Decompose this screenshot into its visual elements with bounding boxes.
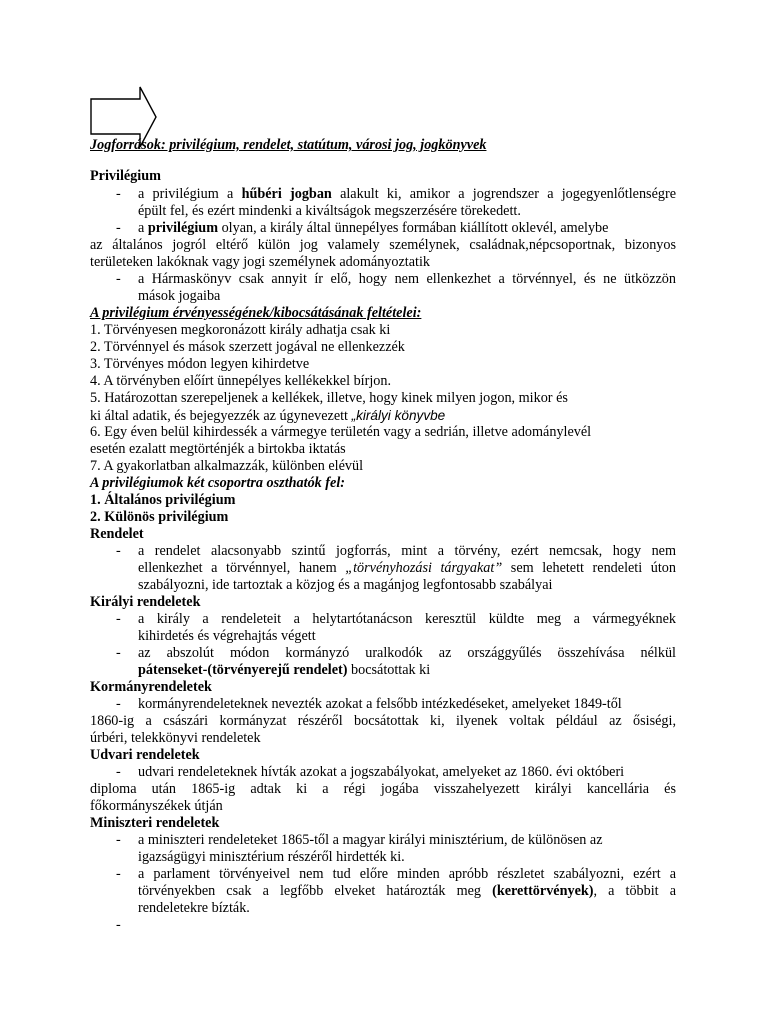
numbered-item: 1. Törvényesen megkoronázott király adhatja csak ki bbox=[90, 322, 391, 338]
group-item: 2. Különös privilégium bbox=[90, 509, 229, 525]
section-title-miniszteri: Miniszteri rendeletek bbox=[90, 815, 220, 831]
bullet-dash: - bbox=[116, 917, 121, 933]
bullet-dash: - bbox=[116, 543, 121, 559]
paragraph-line: főkormányszékek útján bbox=[90, 798, 223, 814]
numbered-item: 7. A gyakorlatban alkalmazzák, különben elévül bbox=[90, 458, 364, 474]
list-item-continuation: igazságügyi minisztérium részéről hirdették ki. bbox=[138, 849, 405, 865]
bullet-dash: - bbox=[116, 645, 121, 661]
numbered-item: 5. Határozottan szerepeljenek a kellékek, illetve, hogy kinek milyen jogon, mikor és bbox=[90, 390, 568, 406]
list-item: a privilégium a hűbéri jogban alakult ki, amikor a jogrendszer a jogegyenlőtlenségre bbox=[138, 186, 676, 202]
numbered-item: 3. Törvényes módon legyen kihirdetve bbox=[90, 356, 310, 372]
bullet-dash: - bbox=[116, 832, 121, 848]
subheading-feltetelek: A privilégium érvényességének/kibocsátásának feltételei: bbox=[90, 305, 422, 321]
subheading-csoportok: A privilégiumok két csoportra oszthatók fel: bbox=[90, 475, 345, 491]
paragraph-line: úrbéri, telekkönyvi rendeletek bbox=[90, 730, 261, 746]
numbered-item: 6. Egy éven belül kihirdessék a vármegye területén vagy a sedrián, illetve adománylevél bbox=[90, 424, 592, 440]
numbered-item-continuation: esetén ezalatt megtörténjék a birtokba iktatás bbox=[90, 441, 346, 457]
numbered-item: 2. Törvénnyel és mások szerzett jogával ne ellenkezzék bbox=[90, 339, 405, 355]
list-item-continuation: mások jogaiba bbox=[138, 288, 221, 304]
numbered-item: 4. A törvényben előírt ünnepélyes kellékekkel bírjon. bbox=[90, 373, 392, 389]
paragraph-line: 1860-ig a császári kormányzat részéről bocsátottak ki, ilyenek voltak például az ősiségi, bbox=[90, 713, 676, 729]
section-title-rendelet: Rendelet bbox=[90, 526, 144, 542]
list-item-continuation: ellenkezhet a törvénnyel, hanem „törvényhozási tárgyakat” sem lehetett rendeleti úton bbox=[138, 560, 676, 576]
list-item: az abszolút módon kormányzó uralkodók az országgyűlés összehívása nélkül bbox=[138, 645, 676, 661]
list-item: a privilégium olyan, a király által ünnepélyes formában kiállított oklevél, amelybe bbox=[138, 220, 609, 236]
bullet-dash: - bbox=[116, 764, 121, 780]
paragraph-line: diploma után 1865-ig adtak ki a régi jogába visszahelyezett királyi kancellária és bbox=[90, 781, 676, 797]
paragraph-line: területeken lakóknak vagy jogi személynek adományoztatik bbox=[90, 254, 430, 270]
list-item: a parlament törvényeivel nem tud előre minden apróbb részletet szabályozni, ezért a bbox=[138, 866, 676, 882]
list-item-continuation: szabályozni, ide tartoztak a közjog és a magánjog legfontosabb szabályai bbox=[138, 577, 553, 593]
bullet-dash: - bbox=[116, 611, 121, 627]
bullet-dash: - bbox=[116, 220, 121, 236]
list-item-continuation: rendeletekre bízták. bbox=[138, 900, 250, 916]
group-item: 1. Általános privilégium bbox=[90, 492, 236, 508]
bullet-dash: - bbox=[116, 271, 121, 287]
numbered-item-continuation: ki által adatik, és bejegyezzék az úgynevezett „királyi könyvbe bbox=[90, 408, 446, 424]
list-item-continuation: kihirdetés és végrehajtás végett bbox=[138, 628, 316, 644]
paragraph-line: az általános jogról eltérő külön jog valamely személynek, családnak,népcsoportnak, bizonyos bbox=[90, 237, 676, 253]
section-title-udvari: Udvari rendeletek bbox=[90, 747, 200, 763]
list-item-continuation: épült fel, és ezért mindenki a kiváltságok megszerzésére törekedett. bbox=[138, 203, 521, 219]
list-item-continuation: pátenseket-(törvényerejű rendelet) bocsátottak ki bbox=[138, 662, 431, 678]
list-item: a rendelet alacsonyabb szintű jogforrás, mint a törvény, ezért nemcsak, hogy nem bbox=[138, 543, 676, 559]
list-item: a Hármaskönyv csak annyit ír elő, hogy nem ellenkezhet a törvénnyel, és ne ütközzön bbox=[138, 271, 676, 287]
list-item: kormányrendeleteknek nevezték azokat a felsőbb intézkedéseket, amelyeket 1849-től bbox=[138, 696, 622, 712]
list-item: a király a rendeleteit a helytartótanácson keresztül küldte meg a vármegyéknek bbox=[138, 611, 676, 627]
list-item-continuation: törvényekben csak a legfőbb elveket határozták meg (kerettörvények), a többit a bbox=[138, 883, 676, 899]
page-heading: Jogforrások: privilégium, rendelet, statútum, városi jog, jogkönyvek bbox=[90, 137, 487, 153]
section-title-kiralyi: Királyi rendeletek bbox=[90, 594, 201, 610]
bullet-dash: - bbox=[116, 696, 121, 712]
section-title-kormany: Kormányrendeletek bbox=[90, 679, 212, 695]
bullet-dash: - bbox=[116, 866, 121, 882]
section-title-privilegium: Privilégium bbox=[90, 168, 161, 184]
list-item: a miniszteri rendeleteket 1865-től a magyar királyi minisztérium, de különösen az bbox=[138, 832, 603, 848]
list-item: udvari rendeleteknek hívták azokat a jogszabályokat, amelyeket az 1860. évi októberi bbox=[138, 764, 625, 780]
bullet-dash: - bbox=[116, 186, 121, 202]
